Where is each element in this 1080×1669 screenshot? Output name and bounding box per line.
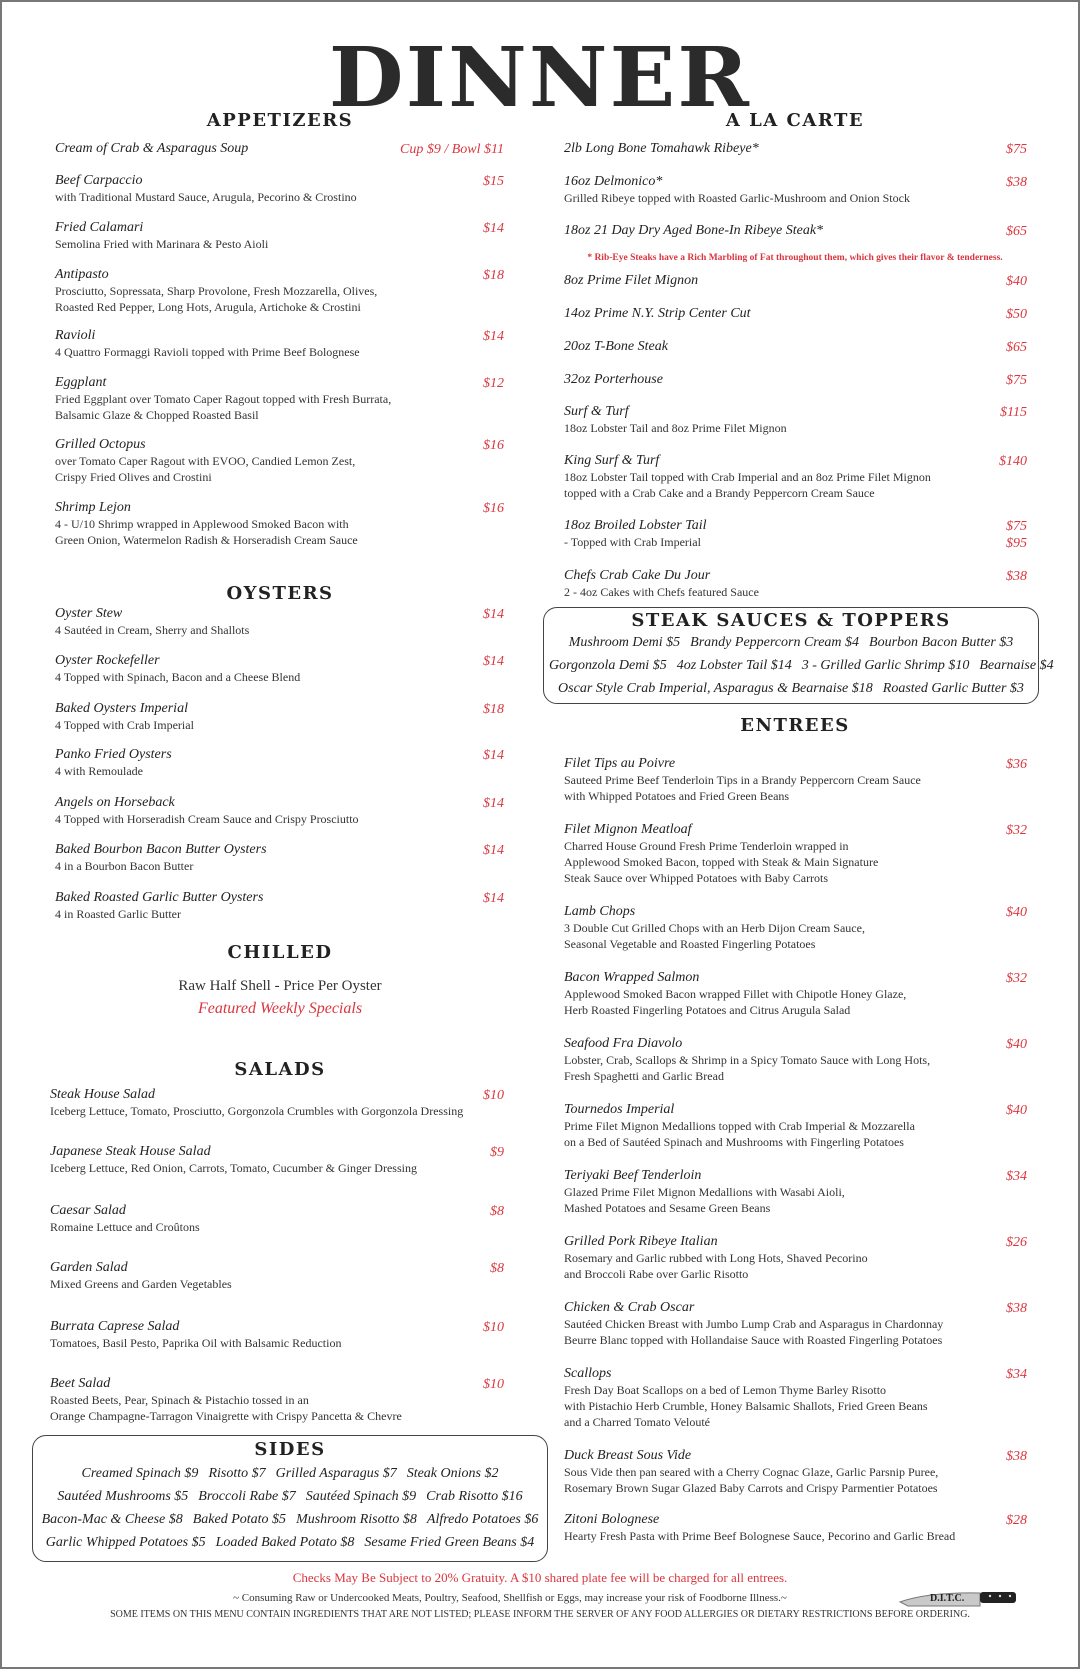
menu-item-name: 16oz Delmonico* xyxy=(564,174,663,189)
menu-item-price xyxy=(483,795,504,812)
menu-item xyxy=(564,273,1027,289)
chilled-raw-line: Raw Half Shell - Price Per Oyster xyxy=(178,978,382,994)
price-value: Cup $9 / Bowl $11 xyxy=(400,142,504,157)
menu-item xyxy=(50,1144,504,1176)
menu-item-description: and a Charred Tomato Velouté xyxy=(564,1415,711,1429)
menu-item xyxy=(55,701,504,733)
sauces-line xyxy=(544,631,1038,654)
menu-item-description: Fresh Day Boat Scallops on a bed of Lemon Thyme Barley Risotto xyxy=(564,1383,887,1397)
menu-item xyxy=(55,747,504,779)
menu-item-price xyxy=(490,1203,504,1220)
menu-item-description: Glazed Prime Filet Mignon Medallions with Wasabi Aioli, xyxy=(564,1185,845,1199)
sides-option: Garlic Whipped Potatoes $5 xyxy=(45,1535,206,1550)
price-value: $10 xyxy=(483,1320,504,1335)
price-value: $34 xyxy=(1006,1367,1027,1382)
price-value: $65 xyxy=(1006,224,1027,239)
sides-option: Loaded Baked Potato $8 xyxy=(215,1535,355,1550)
menu-item-name: Lamb Chops xyxy=(564,904,636,919)
menu-item-description: 4 - U/10 Shrimp wrapped in Applewood Smoked Bacon with xyxy=(55,517,349,531)
menu-item-description: Orange Champagne-Tarragon Vinaigrette with Crispy Pancetta & Chevre xyxy=(50,1409,402,1423)
oysters-heading: OYSTERS xyxy=(226,583,334,604)
menu-item xyxy=(55,795,504,827)
menu-item-description: with Whipped Potatoes and Fried Green Beans xyxy=(564,789,790,803)
price-value: $26 xyxy=(1006,1235,1027,1250)
menu-item-price xyxy=(1006,756,1027,773)
menu-item-name: Grilled Pork Ribeye Italian xyxy=(564,1234,718,1249)
menu-item xyxy=(55,890,504,922)
menu-item-description: 2 - 4oz Cakes with Chefs featured Sauce xyxy=(564,585,759,599)
menu-item-name: Beef Carpaccio xyxy=(55,173,143,188)
sides-option: Sautéed Spinach $9 xyxy=(305,1489,417,1504)
sauces-option: Roasted Garlic Butter $3 xyxy=(882,681,1024,696)
menu-item-description: 3 Double Cut Grilled Chops with an Herb Dijon Cream Sauce, xyxy=(564,921,865,935)
menu-item-price xyxy=(483,606,504,623)
menu-item-price xyxy=(1006,568,1027,585)
menu-item-description: Applewood Smoked Bacon wrapped Fillet with Chipotle Honey Glaze, xyxy=(564,987,907,1001)
menu-item-price xyxy=(483,437,504,454)
sides-option: Creamed Spinach $9 xyxy=(81,1466,199,1481)
sauces-option: Brandy Peppercorn Cream $4 xyxy=(690,635,860,650)
price-value: $15 xyxy=(483,174,504,189)
menu-item xyxy=(564,339,1027,355)
ditc-logo-text: D.I.T.C. xyxy=(930,1593,965,1604)
sides-option: Mushroom Risotto $8 xyxy=(296,1512,417,1527)
menu-item-description: Crispy Fried Olives and Crostini xyxy=(55,470,212,484)
menu-item-price xyxy=(1006,970,1027,987)
menu-item xyxy=(564,568,1027,600)
menu-item xyxy=(55,328,504,360)
menu-item-name: Caesar Salad xyxy=(50,1203,126,1218)
price-value: $75 xyxy=(1006,373,1027,388)
menu-item-description: Fresh Spaghetti and Garlic Bread xyxy=(564,1069,724,1083)
price-value: $32 xyxy=(1006,823,1027,838)
sides-line xyxy=(33,1508,547,1531)
menu-item-price xyxy=(1006,339,1027,356)
menu-item-description: on a Bed of Sautéed Spinach and Mushrooms with Fingerling Potatoes xyxy=(564,1135,904,1149)
menu-item-name: Surf & Turf xyxy=(564,404,629,419)
price-value: $38 xyxy=(1006,1301,1027,1316)
menu-item xyxy=(50,1260,504,1292)
menu-item-name: Chicken & Crab Oscar xyxy=(564,1300,695,1315)
menu-item-price xyxy=(400,141,504,158)
sauces-option: Mushroom Demi $5 xyxy=(568,635,681,650)
allergy-notice: SOME ITEMS ON THIS MENU CONTAIN INGREDIENTS THAT ARE NOT LISTED; PLEASE INFORM THE SERVER OF ANY FOOD ALLERGIES OR DIETARY RESTRICTIONS BEFORE ORDERING. xyxy=(110,1609,970,1620)
menu-item-price xyxy=(483,220,504,237)
menu-item-name: Japanese Steak House Salad xyxy=(50,1144,211,1159)
price-value: $38 xyxy=(1006,569,1027,584)
menu-item-name: 20oz T-Bone Steak xyxy=(564,339,668,354)
sides-option: Alfredo Potatoes $6 xyxy=(426,1512,539,1527)
price-value: $34 xyxy=(1006,1169,1027,1184)
menu-item xyxy=(564,453,1027,501)
menu-item-price xyxy=(483,328,504,345)
menu-item-price xyxy=(1006,1366,1027,1383)
chilled-heading: CHILLED xyxy=(227,942,333,963)
sides-line xyxy=(33,1485,547,1508)
sides-option: Grilled Asparagus $7 xyxy=(275,1466,397,1481)
menu-item-price xyxy=(483,653,504,670)
menu-item-name: Chefs Crab Cake Du Jour xyxy=(564,568,711,583)
menu-item-description: Mashed Potatoes and Sesame Green Beans xyxy=(564,1201,771,1215)
menu-item-name: Bacon Wrapped Salmon xyxy=(564,970,700,985)
salads-heading: SALADS xyxy=(234,1059,326,1080)
menu-item-price xyxy=(483,701,504,718)
menu-item-name: Beet Salad xyxy=(50,1376,111,1391)
menu-item xyxy=(564,404,1027,436)
menu-item xyxy=(50,1203,504,1235)
price-value: $40 xyxy=(1006,905,1027,920)
price-value: $32 xyxy=(1006,971,1027,986)
menu-item xyxy=(564,306,1027,322)
menu-item-name: 14oz Prime N.Y. Strip Center Cut xyxy=(564,306,751,321)
menu-item-price xyxy=(483,173,504,190)
menu-item-name: Baked Oysters Imperial xyxy=(55,701,188,716)
menu-item xyxy=(564,1102,1027,1150)
menu-item xyxy=(55,173,504,205)
menu-item-name: Filet Tips au Poivre xyxy=(564,756,676,771)
menu-item-description: 4 in Roasted Garlic Butter xyxy=(55,907,181,921)
menu-item-description: 4 Sautéed in Cream, Sherry and Shallots xyxy=(55,623,250,637)
menu-item xyxy=(564,174,1027,206)
menu-item-description: 18oz Lobster Tail topped with Crab Imperial and an 8oz Prime Filet Mignon xyxy=(564,470,931,484)
steak-sauces-box xyxy=(543,607,1054,704)
menu-item xyxy=(564,223,1027,239)
menu-item-description: Beurre Blanc topped with Hollandaise Sauce with Roasted Fingerling Potatoes xyxy=(564,1333,943,1347)
menu-item xyxy=(55,375,504,423)
menu-item-name: Tournedos Imperial xyxy=(564,1102,675,1117)
menu-item xyxy=(55,842,504,874)
menu-item-name: Oyster Rockefeller xyxy=(55,653,160,668)
price-value: $14 xyxy=(483,748,504,763)
price-value: $8 xyxy=(490,1204,504,1219)
menu-item-description: Roasted Red Pepper, Long Hots, Arugula, Artichoke & Crostini xyxy=(55,300,361,314)
menu-item-price xyxy=(483,1376,504,1393)
menu-item xyxy=(55,500,504,548)
menu-item-name: Filet Mignon Meatloaf xyxy=(564,822,692,837)
menu-item-price xyxy=(1006,1448,1027,1465)
menu-item xyxy=(50,1376,504,1424)
menu-item-price xyxy=(1006,1300,1027,1317)
menu-item-description: Green Onion, Watermelon Radish & Horseradish Cream Sauce xyxy=(55,533,358,547)
menu-item xyxy=(564,141,1027,157)
menu-item-description: Sautéed Chicken Breast with Jumbo Lump Crab and Asparagus in Chardonnay xyxy=(564,1317,944,1331)
sauces-line xyxy=(544,654,1054,677)
price-value: $14 xyxy=(483,221,504,236)
menu-item-name: Angels on Horseback xyxy=(55,795,175,810)
menu-item-price xyxy=(1006,904,1027,921)
menu-item-price xyxy=(483,747,504,764)
menu-item-price xyxy=(999,453,1027,470)
menu-item-name: 2lb Long Bone Tomahawk Ribeye* xyxy=(564,141,759,156)
entrees-heading: ENTREES xyxy=(740,715,850,736)
menu-item-name: Burrata Caprese Salad xyxy=(50,1319,180,1334)
price-value: $18 xyxy=(483,268,504,283)
price-value: $36 xyxy=(1006,757,1027,772)
menu-item-name: Oyster Stew xyxy=(55,606,123,621)
menu-item-price xyxy=(490,1144,504,1161)
menu-item-name: Grilled Octopus xyxy=(55,437,146,452)
sides-line xyxy=(33,1531,547,1554)
ribeye-note: * Rib-Eye Steaks have a Rich Marbling of Fat throughout them, which gives their flavor & tenderness. xyxy=(587,253,1003,263)
menu-item-price xyxy=(1006,223,1027,240)
menu-item-description: Rosemary and Garlic rubbed with Long Hots, Shaved Pecorino xyxy=(564,1251,868,1265)
price-value: $28 xyxy=(1006,1513,1027,1528)
menu-item-description: and Broccoli Rabe over Garlic Risotto xyxy=(564,1267,749,1281)
price-value: $14 xyxy=(483,654,504,669)
menu-item-price xyxy=(1006,1036,1027,1053)
sides-option: Sautéed Mushrooms $5 xyxy=(57,1489,189,1504)
menu-item-name: Fried Calamari xyxy=(55,220,144,235)
price-value: $18 xyxy=(483,702,504,717)
menu-item-price xyxy=(1006,273,1027,290)
menu-item-description: Lobster, Crab, Scallops & Shrimp in a Spicy Tomato Sauce with Long Hots, xyxy=(564,1053,931,1067)
price-value: $75 xyxy=(1006,519,1027,534)
menu-title: DINNER xyxy=(328,30,752,126)
price-value: $14 xyxy=(483,329,504,344)
menu-item-description: 4 Topped with Spinach, Bacon and a Cheese Blend xyxy=(55,670,301,684)
menu-item xyxy=(55,141,504,157)
menu-item xyxy=(55,220,504,252)
menu-item xyxy=(55,267,504,315)
menu-item-name: Garden Salad xyxy=(50,1260,128,1275)
menu-item-price xyxy=(1006,141,1027,158)
price-value: $40 xyxy=(1006,1103,1027,1118)
menu-item-description: Rosemary Brown Sugar Glazed Baby Carrots and Crispy Parmentier Potatoes xyxy=(564,1481,938,1495)
menu-item xyxy=(50,1087,504,1119)
menu-item-price xyxy=(1006,822,1027,839)
menu-item-price xyxy=(1006,518,1027,552)
menu-item-description: 4 Quattro Formaggi Ravioli topped with Prime Beef Bolognese xyxy=(55,345,360,359)
menu-item xyxy=(55,606,504,638)
menu-item-description: topped with a Crab Cake and a Brandy Peppercorn Cream Sauce xyxy=(564,486,875,500)
menu-item-description: Iceberg Lettuce, Tomato, Prosciutto, Gorgonzola Crumbles with Gorgonzola Dressing xyxy=(50,1104,464,1118)
menu-item-description: Seasonal Vegetable and Roasted Fingerling Potatoes xyxy=(564,937,816,951)
menu-item-description: Herb Roasted Fingerling Potatoes and Citrus Arugula Salad xyxy=(564,1003,851,1017)
menu-item-name: Zitoni Bolognese xyxy=(564,1512,660,1527)
menu-item-name: Scallops xyxy=(564,1366,612,1381)
menu-item-name: Baked Bourbon Bacon Butter Oysters xyxy=(55,842,267,857)
sides-line xyxy=(33,1462,547,1485)
price-value: $38 xyxy=(1006,175,1027,190)
menu-item-description: Fried Eggplant over Tomato Caper Ragout topped with Fresh Burrata, xyxy=(55,392,392,406)
menu-item-price xyxy=(1006,1512,1027,1529)
menu-item-description: 4 Topped with Horseradish Cream Sauce and Crispy Prosciutto xyxy=(55,812,359,826)
price-value: $14 xyxy=(483,891,504,906)
menu-item xyxy=(564,1366,1027,1430)
sides-option: Bacon-Mac & Cheese $8 xyxy=(41,1512,183,1527)
menu-item-description: 18oz Lobster Tail and 8oz Prime Filet Mignon xyxy=(564,421,787,435)
menu-item xyxy=(564,1300,1027,1348)
menu-item-name: 8oz Prime Filet Mignon xyxy=(564,273,699,288)
menu-item-description: 4 in a Bourbon Bacon Butter xyxy=(55,859,194,873)
menu-item-description: Iceberg Lettuce, Red Onion, Carrots, Tomato, Cucumber & Ginger Dressing xyxy=(50,1161,417,1175)
sides-option: Baked Potato $5 xyxy=(192,1512,287,1527)
menu-item-description: Mixed Greens and Garden Vegetables xyxy=(50,1277,232,1291)
menu-item-name: Cream of Crab & Asparagus Soup xyxy=(55,141,249,156)
menu-item xyxy=(564,1448,1027,1496)
price-value: $14 xyxy=(483,843,504,858)
menu-item-name: Panko Fried Oysters xyxy=(55,747,172,762)
menu-item-description: Charred House Ground Fresh Prime Tenderloin wrapped in xyxy=(564,839,849,853)
price-value: $75 xyxy=(1006,142,1027,157)
menu-item-price xyxy=(483,1319,504,1336)
menu-item xyxy=(55,653,504,685)
sauces-option: 3 - Grilled Garlic Shrimp $10 xyxy=(801,658,970,673)
menu-item-price xyxy=(483,267,504,284)
menu-item xyxy=(564,904,1027,952)
menu-item xyxy=(50,1319,504,1351)
sides-heading: SIDES xyxy=(254,1439,326,1460)
menu-item xyxy=(564,970,1027,1018)
menu-item-description: Applewood Smoked Bacon, topped with Steak & Main Signature xyxy=(564,855,879,869)
price-value: $14 xyxy=(483,607,504,622)
sauces-option: 4oz Lobster Tail $14 xyxy=(676,658,792,673)
price-value: $40 xyxy=(1006,1037,1027,1052)
menu-item-description: 4 Topped with Crab Imperial xyxy=(55,718,194,732)
menu-item-name: 32oz Porterhouse xyxy=(564,372,663,387)
a-la-carte-heading: A LA CARTE xyxy=(725,110,865,131)
sauces-option: Gorgonzola Demi $5 xyxy=(549,658,667,673)
menu-item-description: with Traditional Mustard Sauce, Arugula, Pecorino & Crostino xyxy=(55,190,357,204)
menu-item-price xyxy=(1006,1234,1027,1251)
menu-item-name: Ravioli xyxy=(55,328,96,343)
menu-item-price xyxy=(1006,1168,1027,1185)
menu-item-description: Prosciutto, Sopressata, Sharp Provolone, Fresh Mozzarella, Olives, xyxy=(55,284,378,298)
menu-item-price xyxy=(1006,306,1027,323)
menu-item-price xyxy=(1006,174,1027,191)
menu-item xyxy=(564,372,1027,388)
price-value: $65 xyxy=(1006,340,1027,355)
price-value: $140 xyxy=(999,454,1027,469)
menu-item-description: Grilled Ribeye topped with Roasted Garlic-Mushroom and Onion Stock xyxy=(564,191,910,205)
chilled-special: Featured Weekly Specials xyxy=(197,1000,363,1017)
menu-item-description: Romaine Lettuce and Croûtons xyxy=(50,1220,200,1234)
menu-item-description: Prime Filet Mignon Medallions topped with Crab Imperial & Mozzarella xyxy=(564,1119,915,1133)
sides-option: Sesame Fried Green Beans $4 xyxy=(364,1535,535,1550)
menu-item-name: Duck Breast Sous Vide xyxy=(564,1448,692,1463)
sides-option: Broccoli Rabe $7 xyxy=(198,1489,296,1504)
menu-item-price xyxy=(483,375,504,392)
menu-item-name: Eggplant xyxy=(55,375,107,390)
menu-item-description: - Topped with Crab Imperial xyxy=(564,535,701,549)
sides-box xyxy=(32,1435,548,1562)
menu-item-description: Hearty Fresh Pasta with Prime Beef Bolognese Sauce, Pecorino and Garlic Bread xyxy=(564,1529,956,1543)
sauces-option: Bearnaise $4 xyxy=(979,658,1054,673)
sides-option: Crab Risotto $16 xyxy=(426,1489,523,1504)
menu-item-name: King Surf & Turf xyxy=(564,453,660,468)
price-value: $10 xyxy=(483,1088,504,1103)
price-value: $16 xyxy=(483,438,504,453)
gratuity-notice: Checks May Be Subject to 20% Gratuity. A $10 shared plate fee will be charged for all entrees. xyxy=(292,1570,788,1585)
price-value: $10 xyxy=(483,1377,504,1392)
menu-item-name: Teriyaki Beef Tenderloin xyxy=(564,1168,702,1183)
menu-item-price xyxy=(1000,404,1027,421)
menu-item-description: Semolina Fried with Marinara & Pesto Aioli xyxy=(55,237,269,251)
menu-item xyxy=(564,756,1027,804)
ditc-knife-logo xyxy=(898,1590,1018,1608)
price-value: $14 xyxy=(483,796,504,811)
sauces-option: Bourbon Bacon Butter $3 xyxy=(869,635,1014,650)
menu-item-price xyxy=(1006,372,1027,389)
menu-item xyxy=(564,518,1027,550)
sauces-line xyxy=(544,677,1038,700)
menu-item xyxy=(564,1168,1027,1216)
steak-sauces-heading: STEAK SAUCES & TOPPERS xyxy=(631,610,951,631)
menu-item-name: Steak House Salad xyxy=(50,1087,155,1102)
price-value: $12 xyxy=(483,376,504,391)
menu-item-price xyxy=(483,1087,504,1104)
menu-item-price xyxy=(490,1260,504,1277)
price-value: $115 xyxy=(1000,405,1027,420)
menu-item-price xyxy=(1006,1102,1027,1119)
menu-item-price xyxy=(483,500,504,517)
sides-option: Risotto $7 xyxy=(208,1466,266,1481)
menu-item-description: Roasted Beets, Pear, Spinach & Pistachio tossed in an xyxy=(50,1393,309,1407)
sides-option: Steak Onions $2 xyxy=(406,1466,499,1481)
sauces-option: Oscar Style Crab Imperial, Asparagus & Bearnaise $18 xyxy=(558,681,873,696)
menu-item-name: Baked Roasted Garlic Butter Oysters xyxy=(55,890,264,905)
menu-item-price xyxy=(483,890,504,907)
menu-item-name: 18oz 21 Day Dry Aged Bone-In Ribeye Steak* xyxy=(564,223,824,238)
menu-item xyxy=(564,1512,1027,1544)
menu-item-name: Antipasto xyxy=(55,267,109,282)
menu-item-description: 4 with Remoulade xyxy=(55,764,143,778)
price-value: $40 xyxy=(1006,274,1027,289)
menu-item-description: Steak Sauce over Whipped Potatoes with Baby Carrots xyxy=(564,871,829,885)
menu-item xyxy=(564,1234,1027,1282)
menu-item-description: Balsamic Glaze & Chopped Roasted Basil xyxy=(55,408,259,422)
menu-item xyxy=(55,437,504,485)
menu-item xyxy=(564,822,1027,886)
menu-item-description: with Pistachio Herb Crumble, Honey Balsamic Shallots, Fried Green Beans xyxy=(564,1399,928,1413)
appetizers-heading: APPETIZERS xyxy=(206,110,354,131)
price-value: $38 xyxy=(1006,1449,1027,1464)
menu-item-price xyxy=(483,842,504,859)
price-value: $8 xyxy=(490,1261,504,1276)
menu-item xyxy=(564,1036,1027,1084)
menu-item-description: Sauteed Prime Beef Tenderloin Tips in a Brandy Peppercorn Cream Sauce xyxy=(564,773,921,787)
price-value: $16 xyxy=(483,501,504,516)
menu-item-name: Shrimp Lejon xyxy=(55,500,131,515)
price-value: $9 xyxy=(490,1145,504,1160)
menu-item-description: Tomatoes, Basil Pesto, Paprika Oil with Balsamic Reduction xyxy=(50,1336,342,1350)
price-value-alt: $95 xyxy=(1006,536,1027,551)
menu-item-description: Sous Vide then pan seared with a Cherry Cognac Glaze, Garlic Parsnip Puree, xyxy=(564,1465,939,1479)
price-value: $50 xyxy=(1006,307,1027,322)
menu-item-description: over Tomato Caper Ragout with EVOO, Candied Lemon Zest, xyxy=(55,454,356,468)
menu-item-name: 18oz Broiled Lobster Tail xyxy=(564,518,707,533)
foodborne-warning: ~ Consuming Raw or Undercooked Meats, Poultry, Seafood, Shellfish or Eggs, may increase your risk of Foodborne Illness.~ xyxy=(233,1592,787,1604)
menu-item-name: Seafood Fra Diavolo xyxy=(564,1036,683,1051)
